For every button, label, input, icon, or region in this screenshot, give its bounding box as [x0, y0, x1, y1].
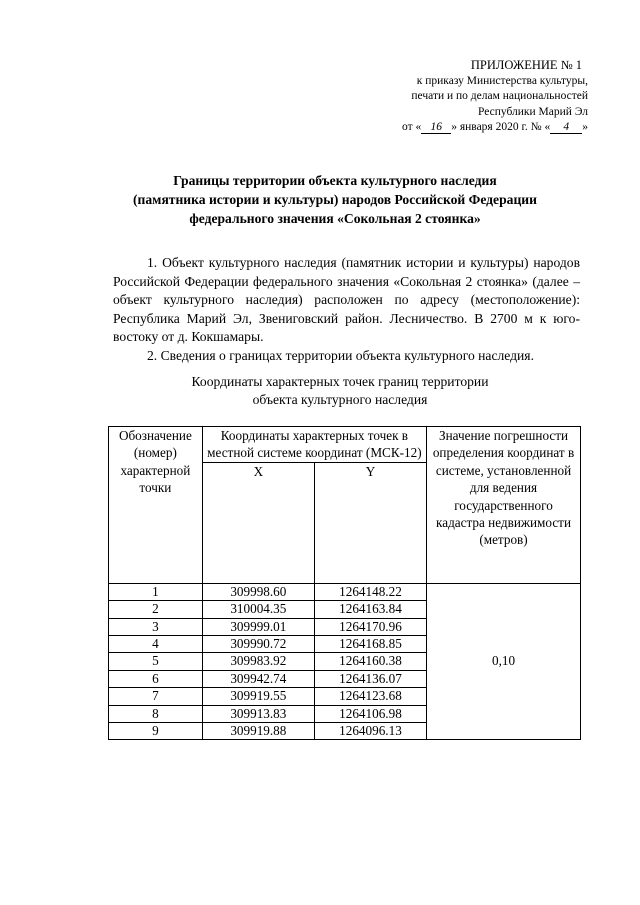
table-title — [120, 373, 560, 409]
cell-n: 7 — [109, 688, 203, 705]
order-number-handwritten: 4 — [550, 121, 582, 134]
body-text — [113, 254, 580, 366]
date-prefix: от « — [401, 121, 422, 133]
appendix-line-3: Республики Марий Эл — [477, 105, 588, 118]
cell-y: 1264148.22 — [314, 583, 426, 600]
accuracy-value: 0,10 — [427, 583, 581, 740]
table-title-line-1: Координаты характерных точек границ территории — [191, 374, 489, 389]
cell-n: 6 — [109, 670, 203, 687]
cell-x: 310004.35 — [202, 601, 314, 618]
cell-n: 3 — [109, 618, 203, 635]
header-y: Y — [314, 462, 426, 583]
table-row — [109, 583, 581, 600]
cell-x: 309919.88 — [202, 723, 314, 740]
appendix-line-1: к приказу Министерства культуры, — [416, 74, 588, 87]
header-coords: Координаты характерных точек в местной системе координат (МСК-12) — [202, 427, 426, 463]
appendix-date-line — [330, 120, 588, 136]
cell-n: 1 — [109, 583, 203, 600]
cell-x: 309999.01 — [202, 618, 314, 635]
cell-n: 4 — [109, 636, 203, 653]
cell-x: 309983.92 — [202, 653, 314, 670]
cell-y: 1264123.68 — [314, 688, 426, 705]
header-accuracy: Значение погрешности определения координат в системе, установленной для ведения государственного кадастра недвижимости (метров) — [427, 427, 581, 584]
cell-n: 5 — [109, 653, 203, 670]
cell-n: 2 — [109, 601, 203, 618]
cell-x: 309913.83 — [202, 705, 314, 722]
cell-y: 1264163.84 — [314, 601, 426, 618]
cell-y: 1264168.85 — [314, 636, 426, 653]
cell-x: 309942.74 — [202, 670, 314, 687]
header-x: X — [202, 462, 314, 583]
paragraph-1: 1. Объект культурного наследия (памятник истории и культуры) народов Российской Федерации федерального значения «Сокольная 2 стоянка» (далее – объект культурного наследия) расположен по адресу (местоположение): Республика Марий Эл, Звениговский район. Лесничество. В 2700 м к юго-востоку от д. Кокшамары. — [113, 255, 580, 345]
heading-line-3: федерального значения «Сокольная 2 стоянка» — [189, 211, 481, 226]
cell-y: 1264106.98 — [314, 705, 426, 722]
header-point: Обозначение (номер) характерной точки — [109, 427, 203, 584]
date-day-handwritten: 16 — [421, 121, 451, 134]
cell-y: 1264096.13 — [314, 723, 426, 740]
cell-y: 1264170.96 — [314, 618, 426, 635]
coordinates-table — [108, 426, 581, 740]
table-title-line-2: объекта культурного наследия — [252, 392, 428, 407]
paragraph-2: 2. Сведения о границах территории объекта культурного наследия. — [147, 347, 534, 363]
appendix-title: ПРИЛОЖЕНИЕ № 1 — [470, 58, 582, 72]
cell-x: 309990.72 — [202, 636, 314, 653]
document-heading — [100, 171, 570, 228]
cell-x: 309919.55 — [202, 688, 314, 705]
cell-x: 309998.60 — [202, 583, 314, 600]
appendix-block — [330, 58, 588, 136]
table-header-row — [109, 427, 581, 463]
cell-n: 9 — [109, 723, 203, 740]
date-suffix: » — [582, 121, 588, 133]
cell-y: 1264136.07 — [314, 670, 426, 687]
cell-y: 1264160.38 — [314, 653, 426, 670]
appendix-line-2: печати и по делам национальностей — [411, 90, 588, 102]
heading-line-1: Границы территории объекта культурного наследия — [173, 173, 497, 188]
heading-line-2: (памятника истории и культуры) народов Российской Федерации — [133, 192, 537, 207]
cell-n: 8 — [109, 705, 203, 722]
date-middle: » января 2020 г. № « — [451, 121, 551, 133]
